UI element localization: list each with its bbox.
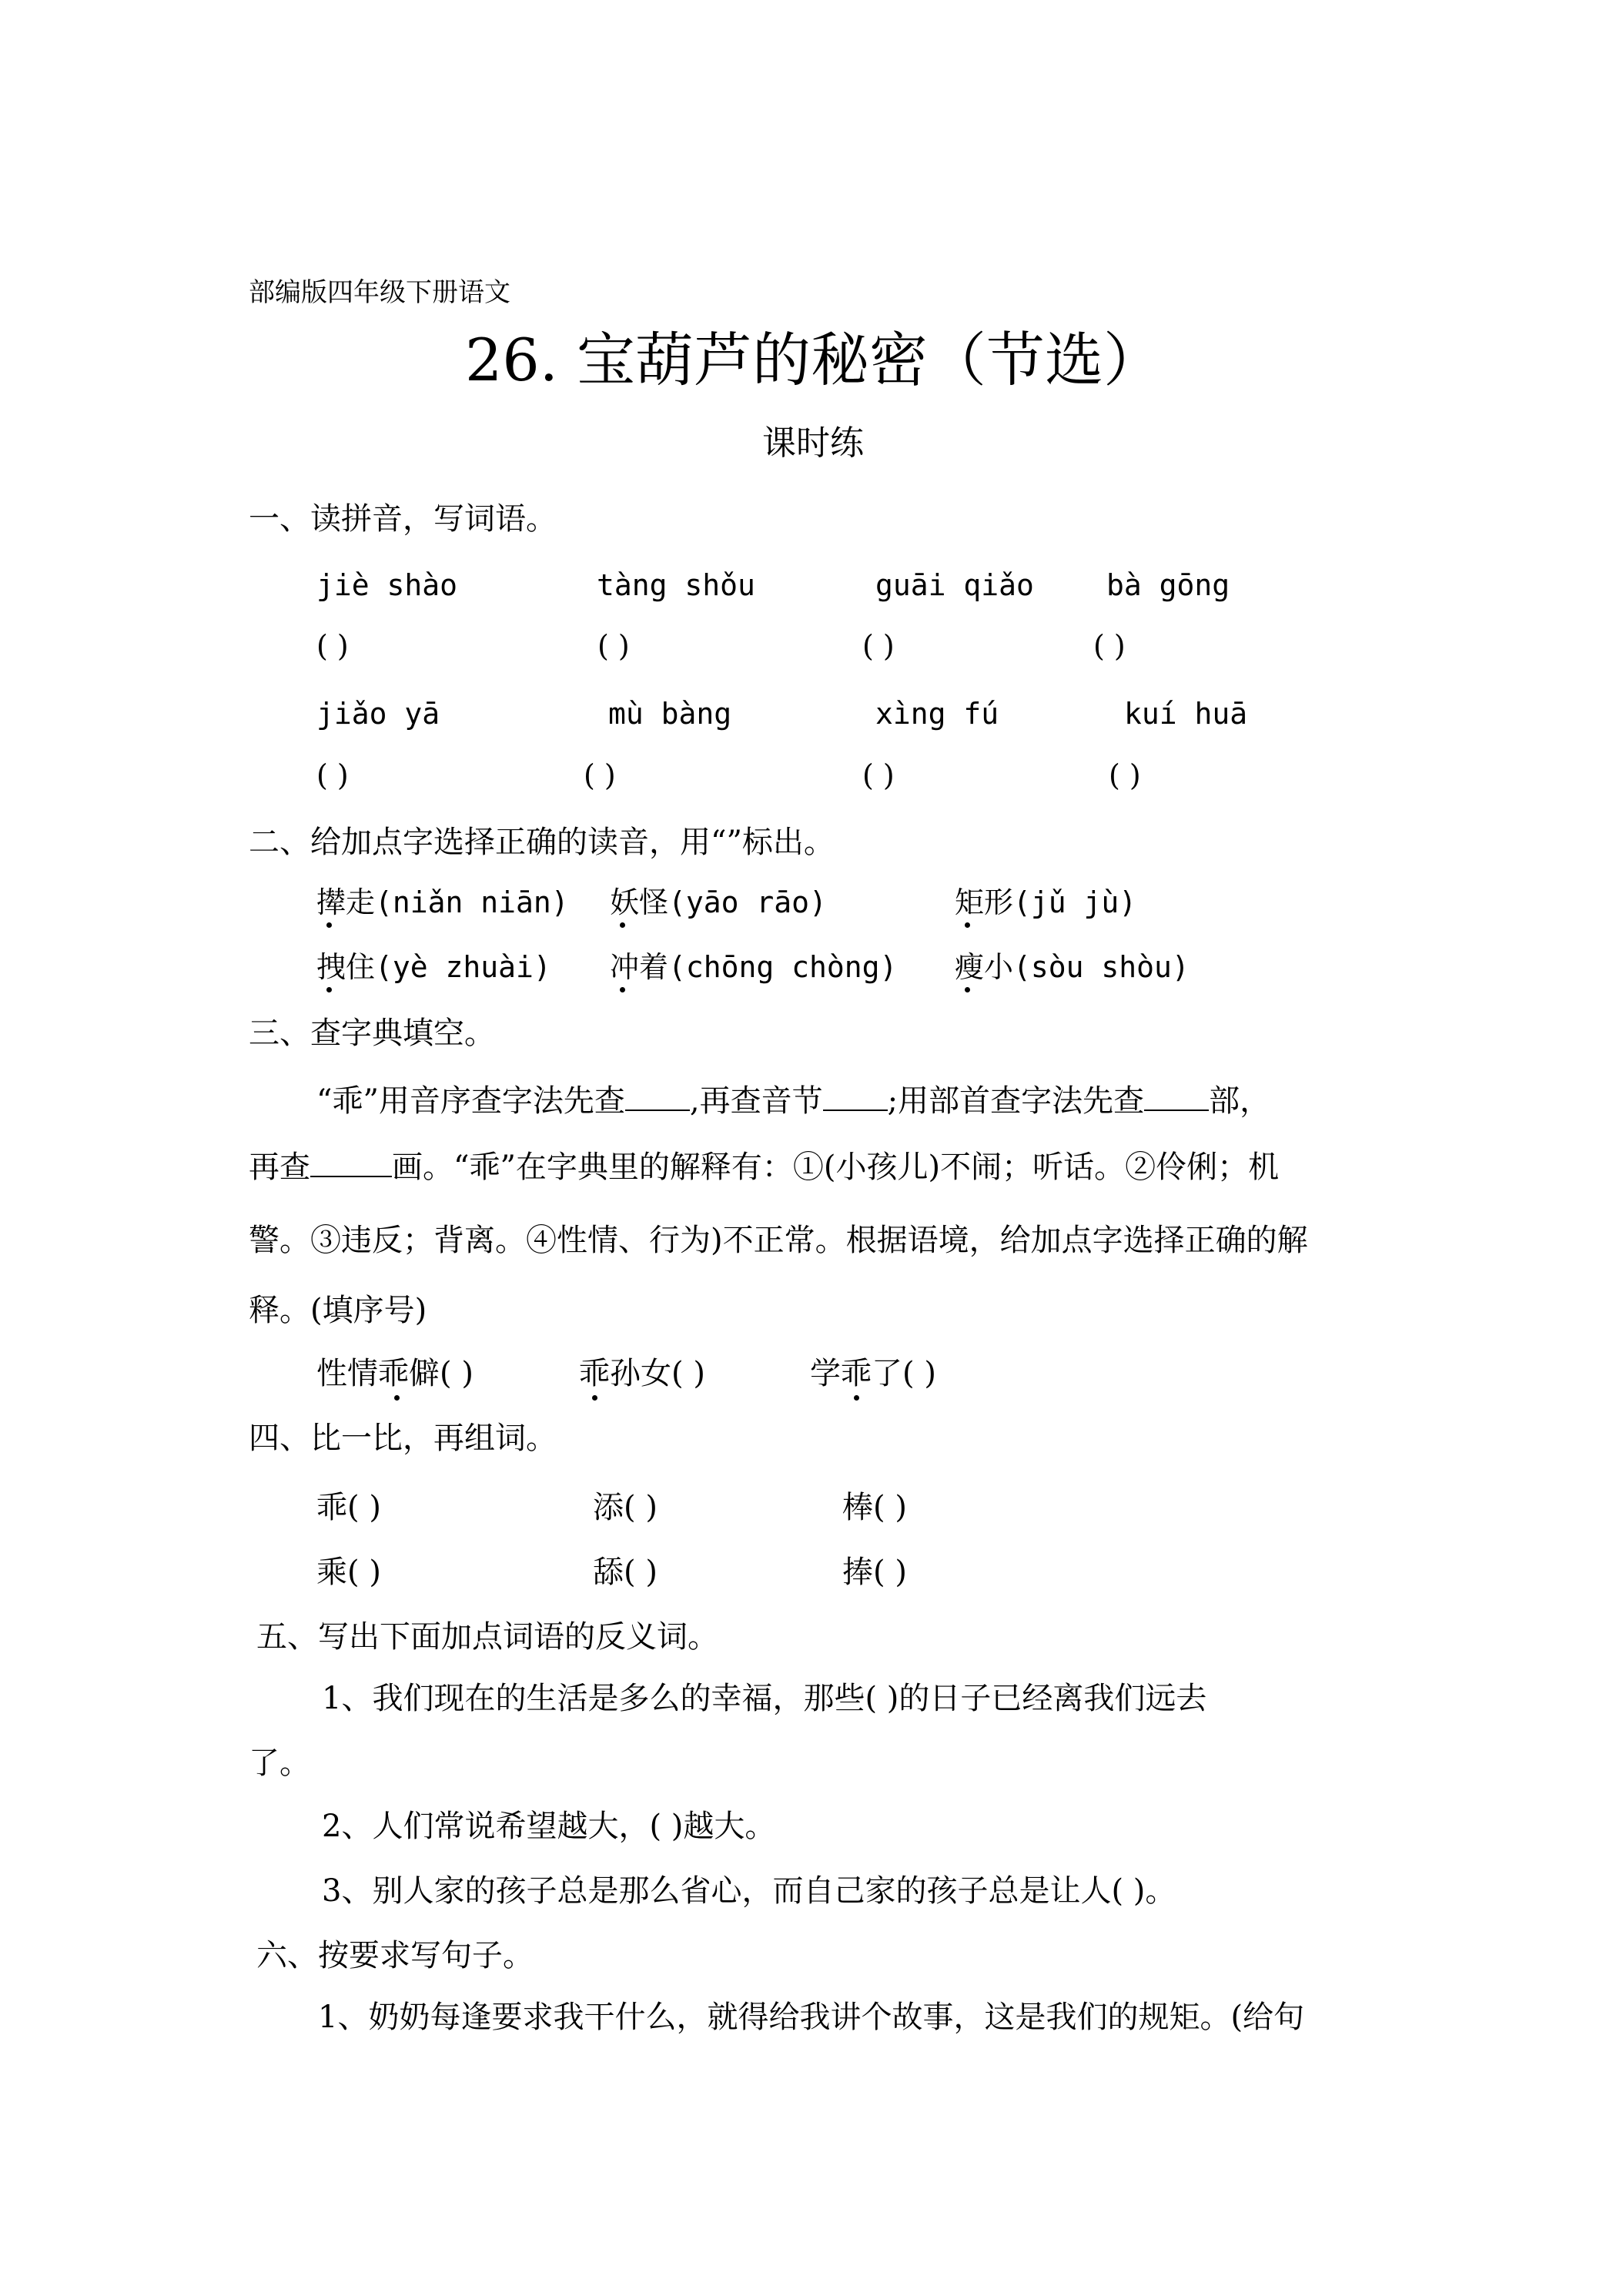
pinyin-item: jiǎo yā [316, 697, 440, 731]
reading-item [610, 949, 897, 986]
emphasis-dot [620, 987, 625, 992]
context-item[interactable]: 性情乖僻( ) [316, 1356, 474, 1391]
compare-item[interactable]: 乖( ) [316, 1490, 381, 1525]
section3-title: 三、查字典填空。 [249, 1016, 495, 1051]
dotted-word: 冲着 [610, 950, 669, 984]
dotted-word: 矩形 [955, 885, 1014, 919]
reading-item [610, 884, 827, 921]
reading-item [316, 949, 551, 986]
fill-blank[interactable] [823, 1083, 888, 1111]
answer-paren[interactable]: ( ) [316, 758, 349, 792]
answer-paren[interactable]: ( ) [597, 629, 630, 663]
fill-blank[interactable] [1144, 1083, 1209, 1111]
section5-title: 五、写出下面加点词语的反义词。 [256, 1619, 718, 1655]
pinyin-item: xìng fú [875, 697, 999, 731]
reading-item [316, 884, 569, 921]
dotted-word: 妖怪 [610, 885, 669, 919]
reading-options[interactable]: (yè zhuài) [375, 950, 551, 984]
antonym-question[interactable]: 2、人们常说希望越大，( )越大。 [322, 1809, 776, 1844]
paragraph-line: 释。(填序号) [249, 1293, 427, 1328]
paragraph-line: “乖”用音序查字法先查 ,再查音节 ;用部首查字法先查 部， [316, 1083, 1271, 1119]
emphasis-dot [326, 922, 332, 928]
reading-item [955, 949, 1190, 986]
reading-options[interactable]: (niǎn niān) [375, 885, 569, 919]
dotted-word: 撵走 [316, 885, 376, 919]
compare-item[interactable]: 棒( ) [842, 1490, 907, 1525]
reading-options[interactable]: (chōng chòng) [668, 950, 898, 984]
answer-paren[interactable]: ( ) [1109, 758, 1141, 792]
section6-title: 六、按要求写句子。 [256, 1938, 534, 1973]
context-item[interactable]: 乖孙女( ) [579, 1356, 705, 1391]
page-subtitle: 课时练 [762, 423, 864, 463]
compare-item[interactable]: 舔( ) [593, 1555, 658, 1590]
pinyin-item: mù bàng [608, 697, 732, 731]
antonym-question[interactable]: 1、我们现在的生活是多么的幸福，那些( )的日子已经离我们远去 [322, 1681, 1207, 1716]
emphasis-dot [854, 1395, 859, 1401]
emphasis-dot [620, 922, 625, 928]
answer-paren[interactable]: ( ) [584, 758, 616, 792]
pinyin-item: bà gōng [1106, 568, 1230, 602]
fill-blank[interactable] [625, 1083, 690, 1111]
sentence-question: 1、奶奶每逢要求我干什么，就得给我讲个故事，这是我们的规矩。(给句 [318, 2000, 1305, 2035]
pinyin-item: guāi qiǎo [875, 568, 1034, 602]
page-title: 26. 宝葫芦的秘密（节选） [465, 326, 1163, 394]
reading-options[interactable]: (yāo rāo) [668, 885, 827, 919]
pinyin-item: tàng shǒu [597, 568, 755, 602]
context-item[interactable]: 学乖了( ) [810, 1356, 936, 1391]
antonym-question-cont: 了。 [249, 1745, 310, 1781]
reading-options[interactable]: (sòu shòu) [1013, 950, 1190, 984]
section2-title: 二、给加点字选择正确的读音，用“”标出。 [249, 825, 835, 860]
dotted-word: 拽住 [316, 950, 376, 984]
emphasis-dot [592, 1395, 597, 1401]
paragraph-line: 再查 画。“乖”在字典里的解释有：①(小孩儿)不闹；听话。②伶俐；机 [249, 1150, 1280, 1185]
compare-item[interactable]: 添( ) [593, 1490, 658, 1525]
pinyin-item: jiè shào [316, 568, 458, 602]
compare-item[interactable]: 乘( ) [316, 1555, 381, 1590]
emphasis-dot [326, 987, 332, 992]
section4-title: 四、比一比，再组词。 [249, 1421, 557, 1456]
section1-title: 一、读拼音，写词语。 [249, 501, 557, 537]
pinyin-item: kuí huā [1124, 697, 1248, 731]
compare-item[interactable]: 捧( ) [842, 1555, 907, 1590]
reading-options[interactable]: (jǔ jù) [1013, 885, 1137, 919]
dotted-word: 瘦小 [955, 950, 1014, 984]
emphasis-dot [394, 1395, 400, 1401]
answer-paren[interactable]: ( ) [862, 629, 895, 663]
antonym-question[interactable]: 3、别人家的孩子总是那么省心，而自己家的孩子总是让人( )。 [322, 1873, 1176, 1909]
answer-paren[interactable]: ( ) [1093, 629, 1126, 663]
fill-blank[interactable] [310, 1150, 392, 1177]
answer-paren[interactable]: ( ) [316, 629, 349, 663]
reading-item [955, 884, 1136, 921]
course-label: 部编版四年级下册语文 [249, 277, 510, 308]
emphasis-dot [965, 922, 970, 928]
answer-paren[interactable]: ( ) [862, 758, 895, 792]
emphasis-dot [965, 987, 970, 992]
paragraph-line: 警。③违反；背离。④性情、行为)不正常。根据语境，给加点字选择正确的解 [249, 1223, 1308, 1258]
